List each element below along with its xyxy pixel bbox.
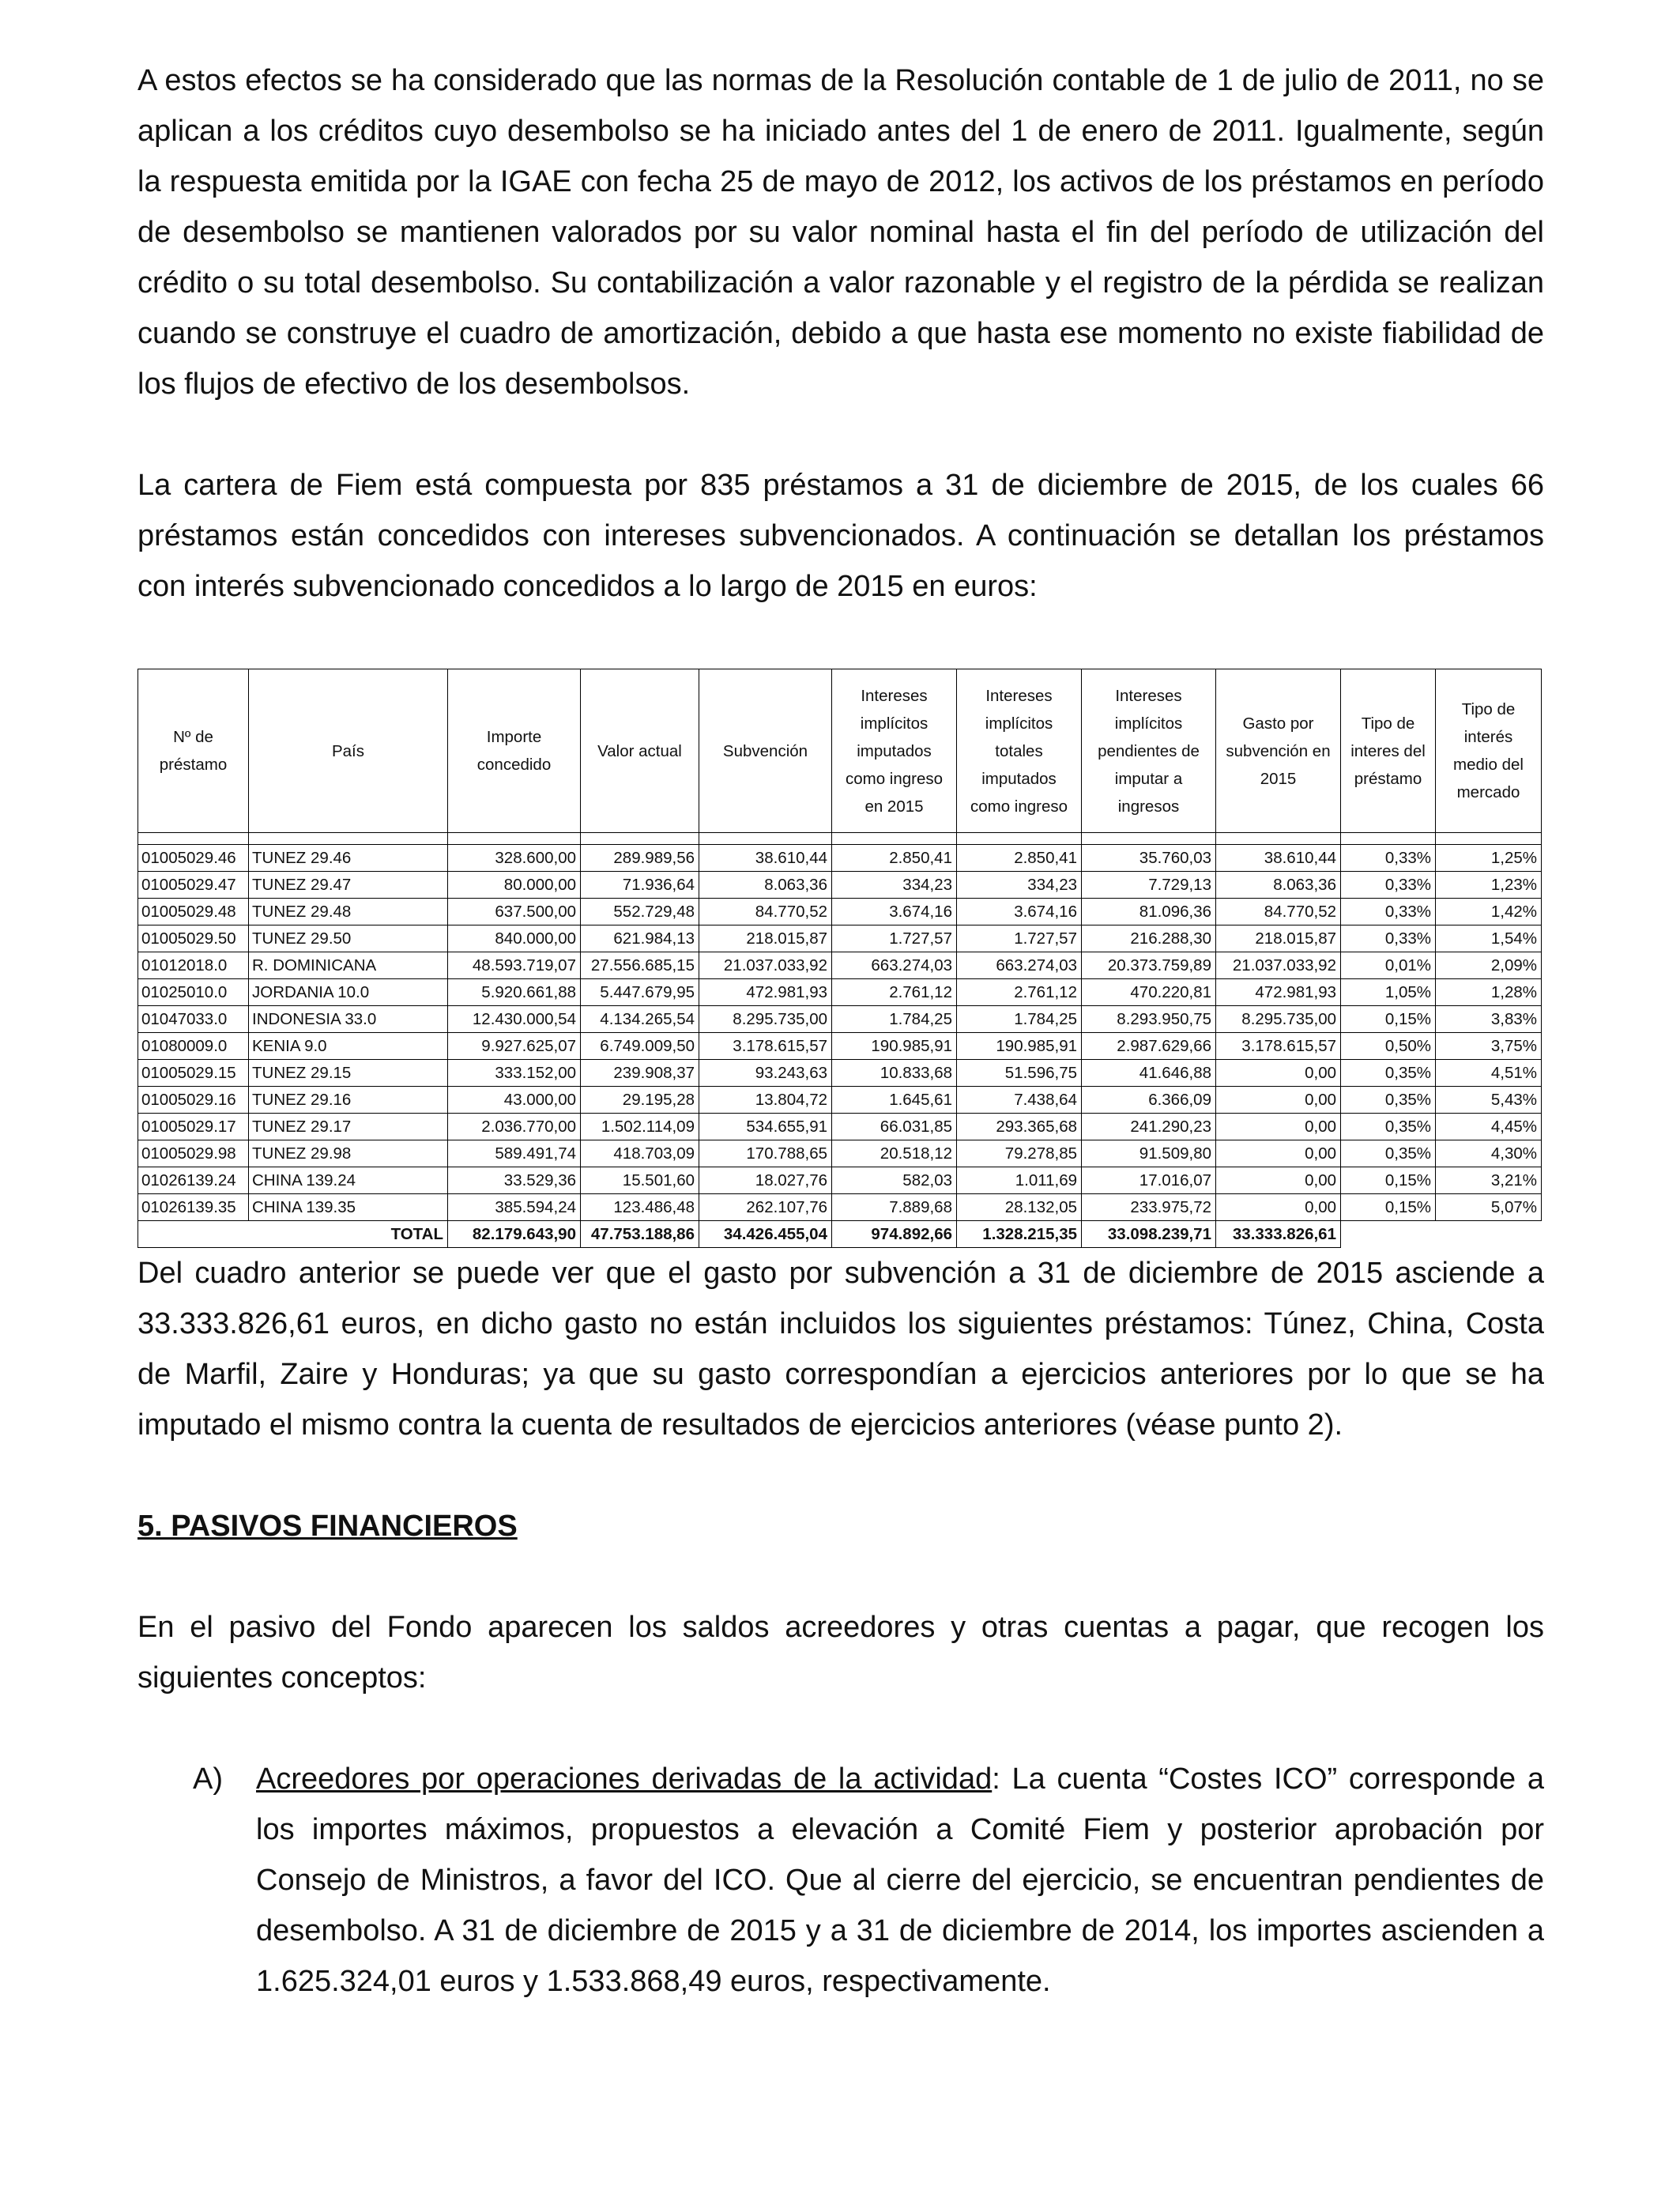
total-value-cell: 1.328.215,35 <box>957 1221 1082 1248</box>
value-cell: 8.293.950,75 <box>1082 1006 1216 1033</box>
value-cell: 0,35% <box>1341 1140 1436 1167</box>
value-cell: 637.500,00 <box>448 899 581 925</box>
value-cell: 840.000,00 <box>448 925 581 952</box>
total-value-cell: 33.098.239,71 <box>1082 1221 1216 1248</box>
value-cell: 663.274,03 <box>832 952 957 979</box>
table-row <box>138 1087 1542 1114</box>
column-header: País <box>249 669 448 833</box>
value-cell: 190.985,91 <box>832 1033 957 1060</box>
value-cell: 289.989,56 <box>581 845 699 872</box>
value-cell: 5,43% <box>1436 1087 1542 1114</box>
value-cell: 334,23 <box>957 872 1082 899</box>
value-cell: 589.491,74 <box>448 1140 581 1167</box>
value-cell: 6.366,09 <box>1082 1087 1216 1114</box>
value-cell: 8.063,36 <box>699 872 832 899</box>
value-cell: 7.889,68 <box>832 1194 957 1221</box>
loan-number-cell: 01005029.47 <box>138 872 249 899</box>
value-cell: 5.920.661,88 <box>448 979 581 1006</box>
spacer-cell <box>249 833 448 845</box>
value-cell: 333.152,00 <box>448 1060 581 1087</box>
value-cell: 0,35% <box>1341 1087 1436 1114</box>
value-cell: 6.749.009,50 <box>581 1033 699 1060</box>
value-cell: 1,25% <box>1436 845 1542 872</box>
country-cell: TUNEZ 29.50 <box>249 925 448 952</box>
value-cell: 293.365,68 <box>957 1114 1082 1140</box>
value-cell: 472.981,93 <box>699 979 832 1006</box>
country-cell: KENIA 9.0 <box>249 1033 448 1060</box>
column-header: Valor actual <box>581 669 699 833</box>
spacer-cell <box>699 833 832 845</box>
loan-number-cell: 01005029.16 <box>138 1087 249 1114</box>
value-cell: 621.984,13 <box>581 925 699 952</box>
value-cell: 0,33% <box>1341 872 1436 899</box>
value-cell: 218.015,87 <box>699 925 832 952</box>
value-cell: 41.646,88 <box>1082 1060 1216 1087</box>
value-cell: 218.015,87 <box>1216 925 1341 952</box>
country-cell: JORDANIA 10.0 <box>249 979 448 1006</box>
value-cell: 4,51% <box>1436 1060 1542 1087</box>
loan-number-cell: 01080009.0 <box>138 1033 249 1060</box>
loan-number-cell: 01005029.46 <box>138 845 249 872</box>
table-row <box>138 1114 1542 1140</box>
value-cell: 17.016,07 <box>1082 1167 1216 1194</box>
loan-number-cell: 01005029.17 <box>138 1114 249 1140</box>
table-row <box>138 952 1542 979</box>
value-cell: 0,15% <box>1341 1167 1436 1194</box>
spacer-cell <box>1436 833 1542 845</box>
spacer-cell <box>138 833 249 845</box>
value-cell: 0,35% <box>1341 1060 1436 1087</box>
document-page <box>137 55 1544 2007</box>
value-cell: 190.985,91 <box>957 1033 1082 1060</box>
country-cell: TUNEZ 29.47 <box>249 872 448 899</box>
header-spacer-row <box>138 833 1542 845</box>
value-cell: 33.529,36 <box>448 1167 581 1194</box>
value-cell: 1,54% <box>1436 925 1542 952</box>
value-cell: 38.610,44 <box>1216 845 1341 872</box>
spacer-cell <box>1341 833 1436 845</box>
value-cell: 15.501,60 <box>581 1167 699 1194</box>
value-cell: 582,03 <box>832 1167 957 1194</box>
table-row <box>138 979 1542 1006</box>
country-cell: TUNEZ 29.48 <box>249 899 448 925</box>
paragraph-portfolio: La cartera de Fiem está compuesta por 835 préstamos a 31 de diciembre de 2015, de los cuales 66 préstamos están concedidos con intereses subvencionados. A continuación se detallan los préstamos con interés subvencionado concedidos a lo largo de 2015 en euros: <box>137 469 1544 603</box>
paragraph-subsidy-expense: Del cuadro anterior se puede ver que el gasto por subvención a 31 de diciembre de 2015 asciende a 33.333.826,61 euros, en dicho gasto no están incluidos los siguientes préstamos: Túnez, China, Costa de Marfil, Zaire y Honduras; ya que su gasto correspondían a ejercicios anteriores por lo que se ha imputado el mismo contra la cuenta de resultados de ejercicios anteriores (véase punto 2). <box>137 1257 1544 1442</box>
value-cell: 2.761,12 <box>957 979 1082 1006</box>
value-cell: 9.927.625,07 <box>448 1033 581 1060</box>
country-cell: TUNEZ 29.46 <box>249 845 448 872</box>
column-header: Importe concedido <box>448 669 581 833</box>
loan-number-cell: 01005029.98 <box>138 1140 249 1167</box>
value-cell: 2.987.629,66 <box>1082 1033 1216 1060</box>
table-row <box>138 1140 1542 1167</box>
value-cell: 3.674,16 <box>832 899 957 925</box>
value-cell: 4.134.265,54 <box>581 1006 699 1033</box>
loan-number-cell: 01005029.50 <box>138 925 249 952</box>
table-row <box>138 1006 1542 1033</box>
value-cell: 2.036.770,00 <box>448 1114 581 1140</box>
total-value-cell: 47.753.188,86 <box>581 1221 699 1248</box>
value-cell: 2.850,41 <box>832 845 957 872</box>
value-cell: 0,50% <box>1341 1033 1436 1060</box>
paragraph-valuation: A estos efectos se ha considerado que las normas de la Resolución contable de 1 de julio de 2011, no se aplican a los créditos cuyo desembolso se ha iniciado antes del 1 de enero de 2011. Igualmente, según la respuesta emitida por la IGAE con fecha 25 de mayo de 2012, los activos de los préstamos en período de desembolso se mantienen valorados por su valor nominal hasta el fin del período de utilización del crédito o su total desembolso. Su contabilización a valor razonable y el registro de la pérdida se realizan cuando se construye el cuadro de amortización, debido a que hasta ese momento no existe fiabilidad de los flujos de efectivo de los desembolsos. <box>137 64 1544 401</box>
value-cell: 239.908,37 <box>581 1060 699 1087</box>
value-cell: 334,23 <box>832 872 957 899</box>
value-cell: 2.850,41 <box>957 845 1082 872</box>
value-cell: 216.288,30 <box>1082 925 1216 952</box>
value-cell: 71.936,64 <box>581 872 699 899</box>
spacer-cell <box>1216 833 1341 845</box>
value-cell: 0,15% <box>1341 1006 1436 1033</box>
value-cell: 1.727,57 <box>832 925 957 952</box>
value-cell: 28.132,05 <box>957 1194 1082 1221</box>
loans-table <box>137 669 1542 1248</box>
value-cell: 241.290,23 <box>1082 1114 1216 1140</box>
table-row <box>138 1167 1542 1194</box>
paragraph-liabilities-intro: En el pasivo del Fondo aparecen los saldos acreedores y otras cuentas a pagar, que recogen los siguientes conceptos: <box>137 1611 1544 1695</box>
value-cell: 2.761,12 <box>832 979 957 1006</box>
value-cell: 0,00 <box>1216 1114 1341 1140</box>
value-cell: 123.486,48 <box>581 1194 699 1221</box>
table-row <box>138 925 1542 952</box>
value-cell: 5,07% <box>1436 1194 1542 1221</box>
value-cell: 534.655,91 <box>699 1114 832 1140</box>
value-cell: 91.509,80 <box>1082 1140 1216 1167</box>
value-cell: 0,35% <box>1341 1114 1436 1140</box>
spacer-cell <box>581 833 699 845</box>
value-cell: 1.727,57 <box>957 925 1082 952</box>
value-cell: 3.674,16 <box>957 899 1082 925</box>
value-cell: 1.784,25 <box>957 1006 1082 1033</box>
spacer-cell <box>832 833 957 845</box>
list-item-title: Acreedores por operaciones derivadas de la actividad <box>256 1762 993 1796</box>
loan-number-cell: 01026139.24 <box>138 1167 249 1194</box>
value-cell: 0,00 <box>1216 1194 1341 1221</box>
value-cell: 472.981,93 <box>1216 979 1341 1006</box>
column-header: Tipo de interes del préstamo <box>1341 669 1436 833</box>
country-cell: TUNEZ 29.98 <box>249 1140 448 1167</box>
value-cell: 233.975,72 <box>1082 1194 1216 1221</box>
total-value-cell: 82.179.643,90 <box>448 1221 581 1248</box>
value-cell: 0,00 <box>1216 1060 1341 1087</box>
value-cell: 1.645,61 <box>832 1087 957 1114</box>
value-cell: 20.518,12 <box>832 1140 957 1167</box>
value-cell: 0,15% <box>1341 1194 1436 1221</box>
value-cell: 170.788,65 <box>699 1140 832 1167</box>
value-cell: 8.295.735,00 <box>699 1006 832 1033</box>
value-cell: 84.770,52 <box>1216 899 1341 925</box>
value-cell: 48.593.719,07 <box>448 952 581 979</box>
total-value-cell: 33.333.826,61 <box>1216 1221 1341 1248</box>
loan-number-cell: 01026139.35 <box>138 1194 249 1221</box>
spacer-cell <box>1082 833 1216 845</box>
value-cell: 43.000,00 <box>448 1087 581 1114</box>
value-cell: 0,33% <box>1341 925 1436 952</box>
value-cell: 1.011,69 <box>957 1167 1082 1194</box>
value-cell: 0,00 <box>1216 1087 1341 1114</box>
value-cell: 21.037.033,92 <box>699 952 832 979</box>
value-cell: 66.031,85 <box>832 1114 957 1140</box>
value-cell: 3,75% <box>1436 1033 1542 1060</box>
value-cell: 1.502.114,09 <box>581 1114 699 1140</box>
value-cell: 3.178.615,57 <box>699 1033 832 1060</box>
section-heading: 5. PASIVOS FINANCIEROS <box>137 1510 518 1543</box>
value-cell: 0,00 <box>1216 1167 1341 1194</box>
value-cell: 3.178.615,57 <box>1216 1033 1341 1060</box>
loan-number-cell: 01005029.15 <box>138 1060 249 1087</box>
value-cell: 262.107,76 <box>699 1194 832 1221</box>
value-cell: 0,33% <box>1341 899 1436 925</box>
value-cell: 84.770,52 <box>699 899 832 925</box>
value-cell: 2,09% <box>1436 952 1542 979</box>
spacer-cell <box>448 833 581 845</box>
value-cell: 0,33% <box>1341 845 1436 872</box>
table-header-row <box>138 669 1542 833</box>
value-cell: 12.430.000,54 <box>448 1006 581 1033</box>
table-row <box>138 1060 1542 1087</box>
value-cell: 0,01% <box>1341 952 1436 979</box>
value-cell: 8.295.735,00 <box>1216 1006 1341 1033</box>
value-cell: 35.760,03 <box>1082 845 1216 872</box>
loan-number-cell: 01005029.48 <box>138 899 249 925</box>
table-row <box>138 1194 1542 1221</box>
value-cell: 81.096,36 <box>1082 899 1216 925</box>
country-cell: CHINA 139.24 <box>249 1167 448 1194</box>
list-marker: A) <box>193 1762 223 1796</box>
value-cell: 4,30% <box>1436 1140 1542 1167</box>
total-row <box>138 1221 1542 1248</box>
value-cell: 418.703,09 <box>581 1140 699 1167</box>
total-value-cell: 34.426.455,04 <box>699 1221 832 1248</box>
loan-number-cell: 01012018.0 <box>138 952 249 979</box>
table-row <box>138 1033 1542 1060</box>
table-body <box>138 833 1542 1248</box>
value-cell: 1,05% <box>1341 979 1436 1006</box>
total-label: TOTAL <box>138 1221 448 1248</box>
column-header: Tipo de interés medio del mercado <box>1436 669 1542 833</box>
value-cell: 3,21% <box>1436 1167 1542 1194</box>
total-value-cell: 974.892,66 <box>832 1221 957 1248</box>
value-cell: 10.833,68 <box>832 1060 957 1087</box>
value-cell: 7.729,13 <box>1082 872 1216 899</box>
value-cell: 51.596,75 <box>957 1060 1082 1087</box>
country-cell: CHINA 139.35 <box>249 1194 448 1221</box>
loan-number-cell: 01025010.0 <box>138 979 249 1006</box>
country-cell: TUNEZ 29.17 <box>249 1114 448 1140</box>
value-cell: 1,28% <box>1436 979 1542 1006</box>
value-cell: 93.243,63 <box>699 1060 832 1087</box>
value-cell: 21.037.033,92 <box>1216 952 1341 979</box>
value-cell: 3,83% <box>1436 1006 1542 1033</box>
value-cell: 79.278,85 <box>957 1140 1082 1167</box>
empty-cell <box>1436 1221 1542 1248</box>
loan-number-cell: 01047033.0 <box>138 1006 249 1033</box>
column-header: Intereses implícitos totales imputados como ingreso <box>957 669 1082 833</box>
column-header: Intereses implícitos imputados como ingreso en 2015 <box>832 669 957 833</box>
country-cell: TUNEZ 29.15 <box>249 1060 448 1087</box>
value-cell: 18.027,76 <box>699 1167 832 1194</box>
value-cell: 27.556.685,15 <box>581 952 699 979</box>
value-cell: 4,45% <box>1436 1114 1542 1140</box>
loans-table-wrapper <box>137 669 1544 1248</box>
value-cell: 552.729,48 <box>581 899 699 925</box>
column-header: Subvención <box>699 669 832 833</box>
country-cell: R. DOMINICANA <box>249 952 448 979</box>
value-cell: 1,42% <box>1436 899 1542 925</box>
value-cell: 7.438,64 <box>957 1087 1082 1114</box>
list-item-text: : La cuenta “Costes ICO” corresponde a los importes máximos, propuestos a elevación a Comité Fiem y posterior aprobación por Consejo de Ministros, a favor del ICO. Que al cierre del ejercicio, se encuentran pendientes de desembolso. A 31 de diciembre de 2015 y a 31 de diciembre de 2014, los importes ascienden a 1.625.324,01 euros y 1.533.868,49 euros, respectivamente. <box>256 1762 1544 1998</box>
value-cell: 1,23% <box>1436 872 1542 899</box>
value-cell: 20.373.759,89 <box>1082 952 1216 979</box>
value-cell: 29.195,28 <box>581 1087 699 1114</box>
column-header: Gasto por subvención en 2015 <box>1216 669 1341 833</box>
column-header: Intereses implícitos pendientes de imputar a ingresos <box>1082 669 1216 833</box>
country-cell: TUNEZ 29.16 <box>249 1087 448 1114</box>
value-cell: 8.063,36 <box>1216 872 1341 899</box>
country-cell: INDONESIA 33.0 <box>249 1006 448 1033</box>
table-row <box>138 872 1542 899</box>
value-cell: 13.804,72 <box>699 1087 832 1114</box>
table-row <box>138 899 1542 925</box>
value-cell: 470.220,81 <box>1082 979 1216 1006</box>
value-cell: 80.000,00 <box>448 872 581 899</box>
spacer-cell <box>957 833 1082 845</box>
value-cell: 385.594,24 <box>448 1194 581 1221</box>
value-cell: 1.784,25 <box>832 1006 957 1033</box>
list-item-body <box>256 1754 1544 2007</box>
value-cell: 38.610,44 <box>699 845 832 872</box>
value-cell: 5.447.679,95 <box>581 979 699 1006</box>
empty-cell <box>1341 1221 1436 1248</box>
value-cell: 0,00 <box>1216 1140 1341 1167</box>
value-cell: 663.274,03 <box>957 952 1082 979</box>
column-header: Nº de préstamo <box>138 669 249 833</box>
table-row <box>138 845 1542 872</box>
value-cell: 328.600,00 <box>448 845 581 872</box>
list-item-a <box>137 1754 1544 2007</box>
